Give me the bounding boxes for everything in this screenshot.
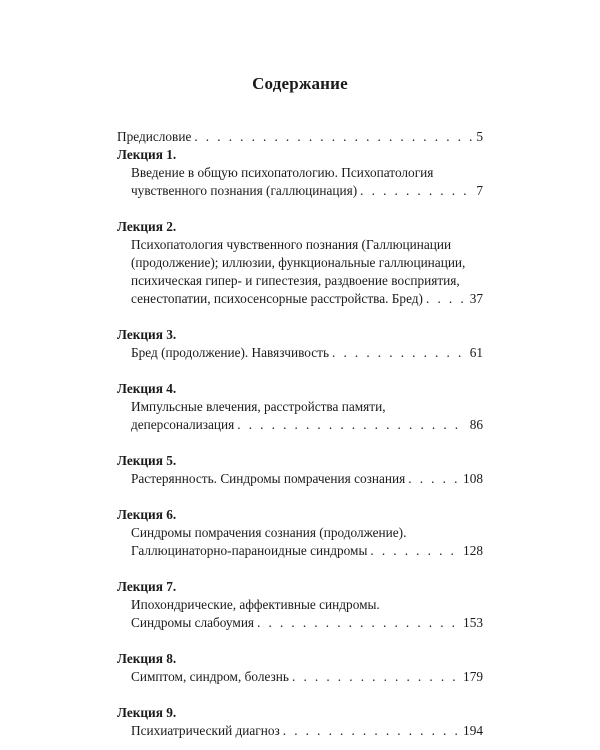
toc-page-number: 153 (463, 615, 483, 630)
toc-page-number: 108 (463, 471, 483, 486)
toc-entry-lecture-6 (117, 506, 483, 560)
lecture-label: Лекция 3. (117, 327, 177, 342)
toc-entry-title: Симптом, синдром, болезнь (131, 669, 289, 684)
toc-entry-lecture-2 (117, 218, 483, 308)
lecture-label: Лекция 4. (117, 381, 177, 396)
toc-entry-text-line: Введение в общую психопатологию. Психопатология (131, 165, 434, 180)
toc-entry-preface (117, 128, 483, 146)
leader-dots (332, 344, 467, 362)
leader-dots (408, 470, 460, 488)
toc-line (117, 416, 483, 434)
leader-dots (370, 542, 460, 560)
toc-page-number: 128 (463, 543, 483, 558)
toc-entry-text-line: Синдромы помрачения сознания (продолжение). (131, 525, 407, 540)
toc-page-number: 194 (463, 723, 483, 738)
toc-entry-text-line: Ипохондрические, аффективные синдромы. (131, 597, 380, 612)
toc-entry-title: сенестопатии, психосенсорные расстройства. Бред) (131, 291, 423, 306)
toc-entry-title: Синдромы слабоумия (131, 615, 255, 630)
toc-entry-title: деперсонализация (131, 417, 235, 432)
toc-line (117, 128, 483, 146)
lecture-label: Лекция 8. (117, 651, 177, 666)
toc-entry-lecture-5 (117, 452, 483, 488)
toc-line (117, 542, 483, 560)
toc-entry-title: чувственного познания (галлюцинация) (131, 183, 358, 198)
lecture-label: Лекция 1. (117, 147, 177, 162)
leader-dots (292, 668, 460, 686)
toc-entry-title: Психиатрический диагноз (131, 723, 280, 738)
toc-page-number: 179 (463, 669, 483, 684)
toc-entry-text-line: (продолжение); иллюзии, функциональные галлюцинации, (131, 255, 466, 270)
lecture-label: Лекция 6. (117, 507, 177, 522)
toc-lectures (117, 146, 483, 740)
toc-page-number: 37 (469, 291, 483, 306)
toc-line (117, 722, 483, 740)
lecture-label: Лекция 7. (117, 579, 177, 594)
page-title: Содержание (252, 74, 348, 93)
toc-line (117, 470, 483, 488)
toc-page-number: 7 (476, 183, 483, 198)
toc-entry-title: Бред (продолжение). Навязчивость (131, 345, 330, 360)
toc-line (117, 344, 483, 362)
toc-entry-title: Галлюцинаторно-параноидные синдромы (131, 543, 368, 558)
toc-entry-lecture-3 (117, 326, 483, 362)
leader-dots (194, 128, 473, 146)
toc-line (117, 290, 483, 308)
leader-dots (283, 722, 460, 740)
toc-entry-text-line: психическая гипер- и гипестезия, раздвоение восприятия, (131, 273, 460, 288)
leader-dots (360, 182, 473, 200)
toc-entry-lecture-7 (117, 578, 483, 632)
toc-entry-lecture-1 (117, 146, 483, 200)
table-of-contents (117, 128, 483, 740)
toc-page-number: 5 (476, 129, 483, 144)
toc-entry-text-line: Психопатология чувственного познания (Галлюцинации (131, 237, 452, 252)
lecture-label: Лекция 5. (117, 453, 177, 468)
leader-dots (426, 290, 467, 308)
lecture-label: Лекция 9. (117, 705, 177, 720)
toc-entry-lecture-9 (117, 704, 483, 740)
toc-entry-title: Предисловие (117, 129, 192, 144)
toc-line (117, 614, 483, 632)
toc-entry-lecture-8 (117, 650, 483, 686)
toc-entry-title: Растерянность. Синдромы помрачения сознания (131, 471, 406, 486)
leader-dots (257, 614, 460, 632)
lecture-label: Лекция 2. (117, 219, 177, 234)
toc-line (117, 668, 483, 686)
toc-page-number: 86 (469, 417, 483, 432)
toc-line (117, 182, 483, 200)
toc-page-number: 61 (469, 345, 483, 360)
toc-entry-lecture-4 (117, 380, 483, 434)
leader-dots (237, 416, 466, 434)
toc-entry-text-line: Импульсные влечения, расстройства памяти, (131, 399, 386, 414)
